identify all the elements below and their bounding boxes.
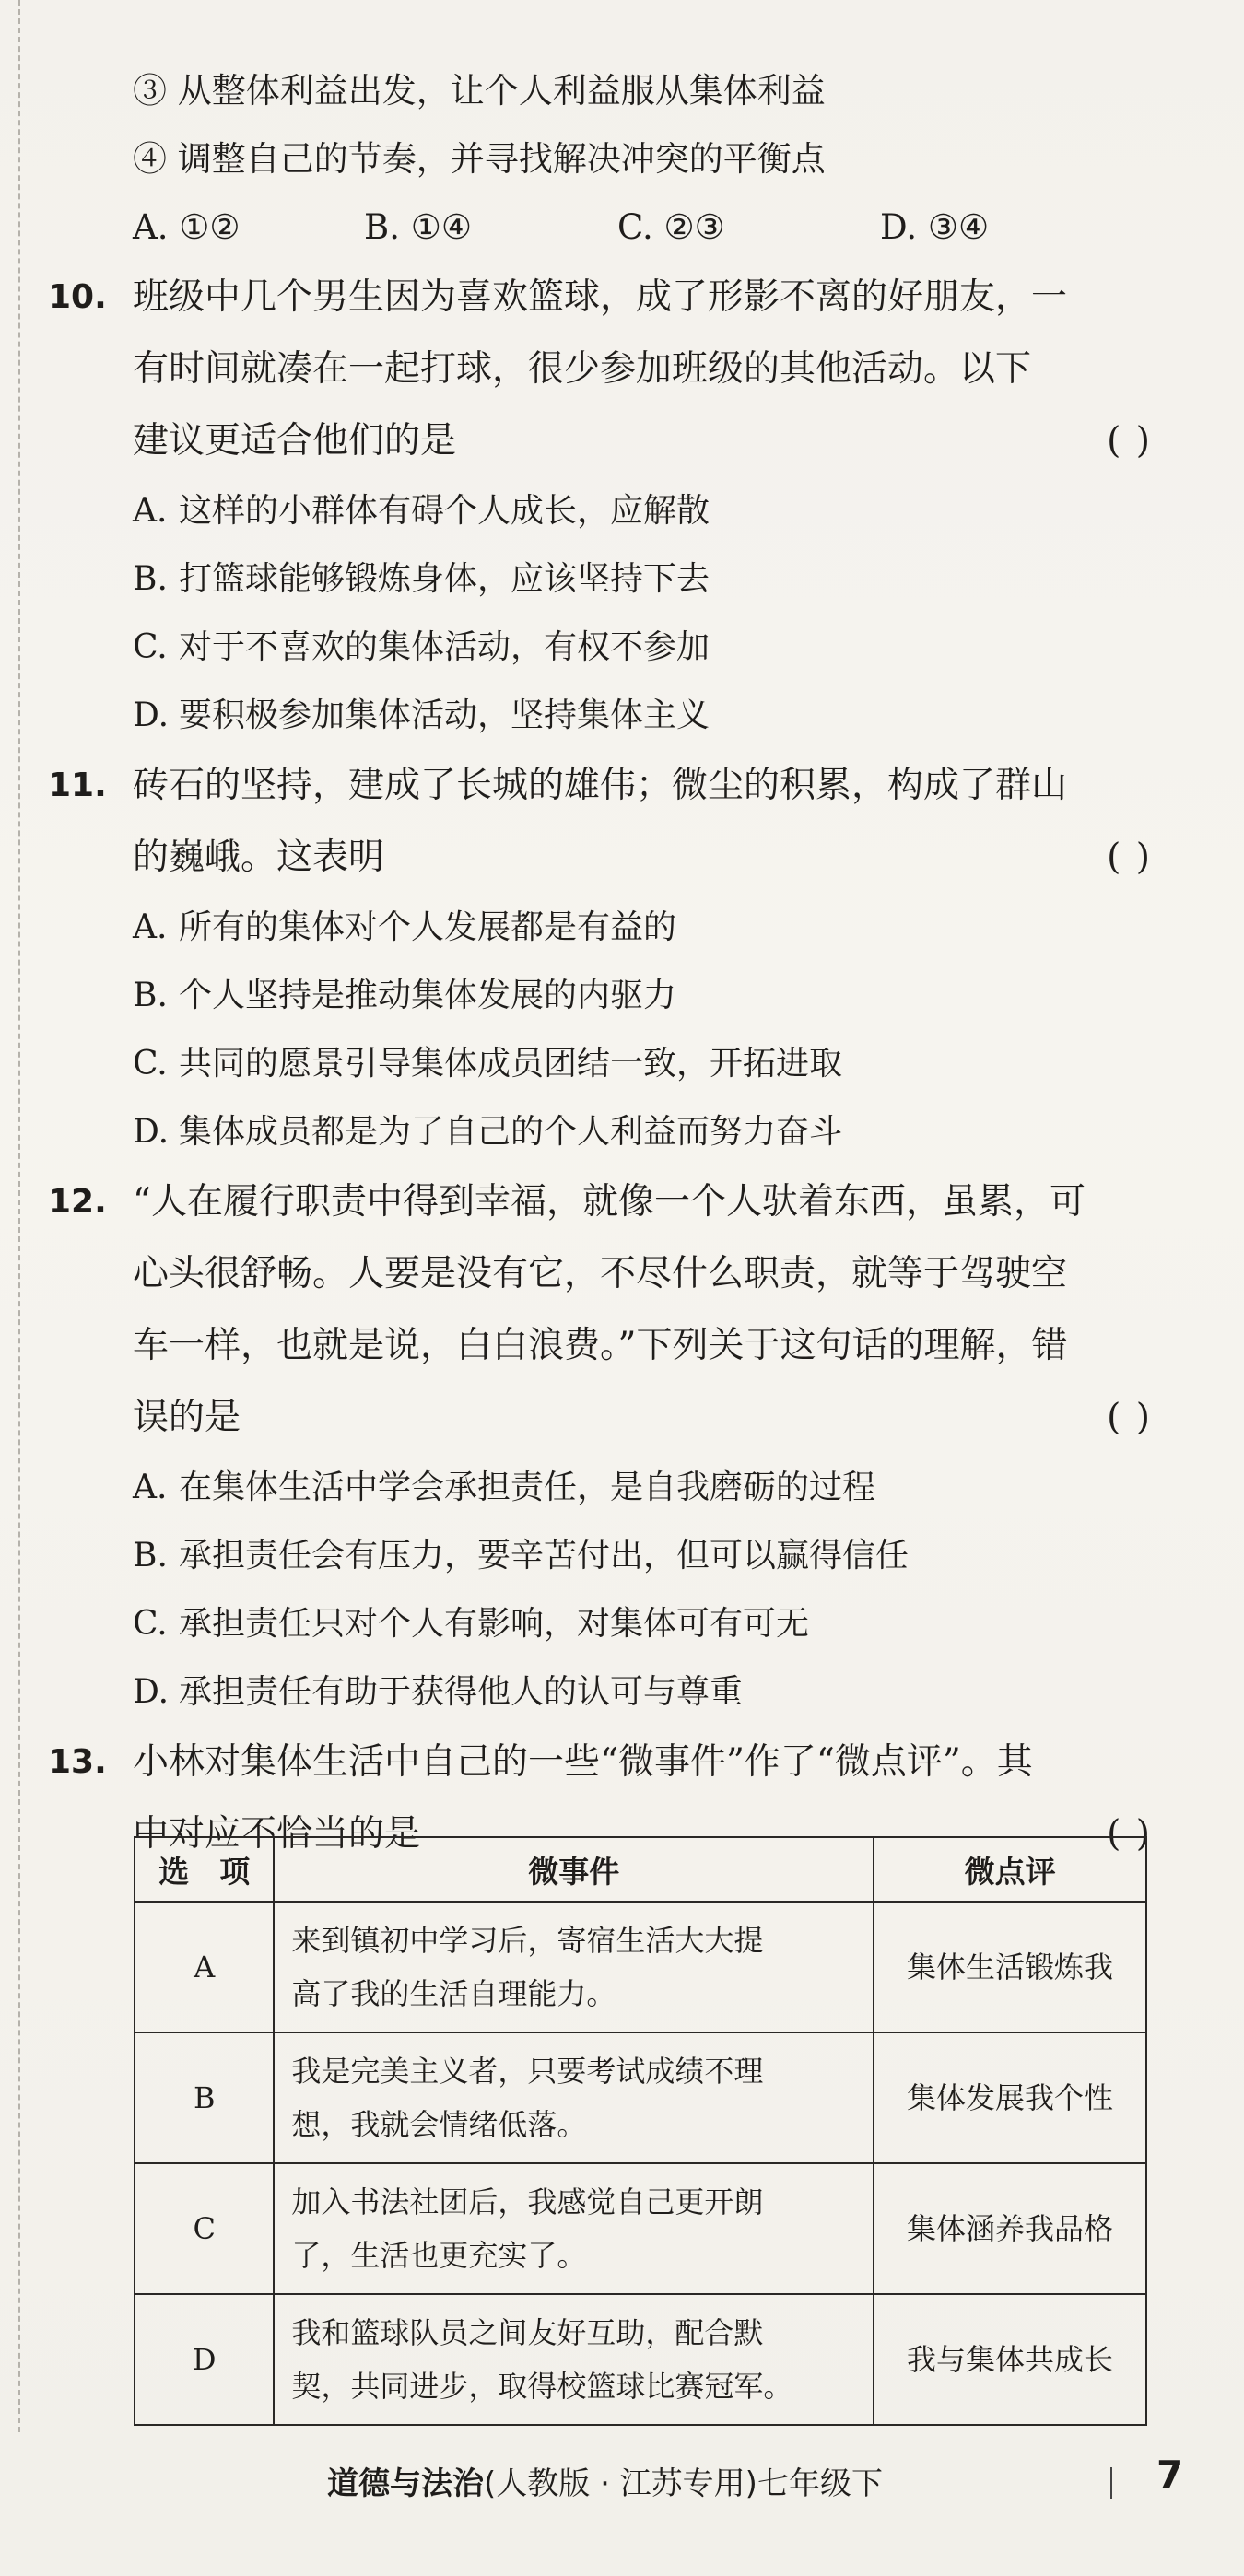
row-event	[274, 1902, 874, 2032]
prev-item-4: ④ 调整自己的节奏，并寻找解决冲突的平衡点	[133, 139, 826, 179]
table-row	[135, 2032, 1146, 2163]
q11-answer-blank[interactable]: ( )	[1107, 837, 1152, 878]
q12-choice-d[interactable]	[92, 1658, 1152, 1727]
prev-choice-d: D. ③④	[880, 207, 990, 247]
q11-number: 11.	[48, 767, 107, 804]
q12-number: 12.	[48, 1183, 107, 1221]
row-option: C	[135, 2163, 274, 2294]
header-option: 选 项	[135, 1837, 274, 1902]
q12-stem-line-3: 车一样，也就是说，白白浪费。”下列关于这句话的理解，错	[133, 1325, 1068, 1366]
choice-letter: C.	[133, 628, 168, 666]
questions-content	[48, 57, 1152, 1870]
table-row	[135, 2163, 1146, 2294]
row-comment: 集体涵养我品格	[874, 2163, 1146, 2294]
q12-line-1	[48, 1166, 1152, 1238]
row-comment: 集体生活锻炼我	[874, 1902, 1146, 2032]
choice-letter: B.	[133, 1537, 168, 1575]
question-12	[48, 1166, 1152, 1727]
question-10	[48, 262, 1152, 750]
page-number: 7	[1156, 2453, 1184, 2498]
row-option: D	[135, 2294, 274, 2425]
choice-text: 集体成员都是为了自己的个人利益而努力奋斗	[179, 1113, 843, 1151]
event-line-1: 加入书法社团后，我感觉自己更开朗	[291, 2184, 764, 2219]
row-comment: 集体发展我个性	[874, 2032, 1146, 2163]
table-row	[135, 1902, 1146, 2032]
q10-line-2	[92, 334, 1152, 405]
event-line-2: 想，我就会情绪低落。	[291, 2107, 587, 2142]
choice-letter: C.	[133, 1605, 168, 1643]
row-option: A	[135, 1902, 274, 2032]
choice-text: 承担责任只对个人有影响，对集体可有可无	[179, 1605, 810, 1643]
prev-choice-a: A. ①②	[133, 207, 241, 247]
q13-line-1	[48, 1727, 1152, 1798]
q12-choice-c[interactable]	[92, 1590, 1152, 1658]
row-event	[274, 2163, 874, 2294]
event-line-2: 契，共同进步，取得校篮球比赛冠军。	[291, 2369, 793, 2404]
footer-book-title	[327, 2458, 883, 2503]
q10-choice-a[interactable]	[92, 477, 1152, 545]
choice-letter: D.	[133, 1113, 170, 1151]
q11-choice-c[interactable]	[92, 1030, 1152, 1098]
q10-choice-c[interactable]	[92, 614, 1152, 682]
q11-choice-b[interactable]	[92, 962, 1152, 1030]
choice-text: 所有的集体对个人发展都是有益的	[179, 908, 677, 946]
choice-letter: D.	[133, 697, 170, 734]
q10-answer-blank[interactable]: ( )	[1107, 420, 1152, 462]
prev-choice-c: C. ②③	[617, 207, 725, 247]
binding-margin-line	[18, 0, 20, 2432]
choice-letter: A.	[133, 1469, 168, 1506]
choice-letter: A.	[133, 492, 168, 530]
header-comment: 微点评	[874, 1837, 1146, 1902]
choice-text: 打篮球能够锻炼身体，应该坚持下去	[179, 560, 710, 598]
choice-text: 在集体生活中学会承担责任，是自我磨砺的过程	[179, 1469, 876, 1506]
choice-text: 共同的愿景引导集体成员团结一致，开拓进取	[179, 1045, 843, 1083]
q12-stem-line-2: 心头很舒畅。人要是没有它，不尽什么职责，就等于驾驶空	[133, 1253, 1068, 1294]
event-line-2: 高了我的生活自理能力。	[291, 1976, 616, 2011]
q11-line-1	[48, 750, 1152, 822]
q10-number: 10.	[48, 278, 107, 316]
table-header-row	[135, 1837, 1146, 1902]
q12-answer-blank[interactable]: ( )	[1107, 1397, 1152, 1438]
q12-line-2	[92, 1238, 1152, 1310]
row-event	[274, 2032, 874, 2163]
event-line-1: 我和篮球队员之间友好互助，配合默	[291, 2315, 764, 2350]
choice-letter: B.	[133, 560, 168, 598]
prev-item-3: ③ 从整体利益出发，让个人利益服从集体利益	[133, 71, 826, 111]
choice-text: 个人坚持是推动集体发展的内驱力	[179, 977, 677, 1014]
table-row	[135, 2294, 1146, 2425]
q13-number: 13.	[48, 1743, 107, 1781]
header-event: 微事件	[274, 1837, 874, 1902]
footer-divider	[1110, 2467, 1112, 2499]
prev-choice-b: B. ①④	[364, 207, 473, 247]
event-line-2: 了，生活也更充实了。	[291, 2238, 587, 2273]
row-event	[274, 2294, 874, 2425]
q10-stem-line-1: 班级中几个男生因为喜欢篮球，成了形影不离的好朋友，一	[133, 276, 1068, 318]
choice-text: 对于不喜欢的集体活动，有权不参加	[179, 628, 710, 666]
q12-line-4	[92, 1382, 1152, 1454]
q10-stem-line-3: 建议更适合他们的是	[133, 420, 457, 462]
row-option: B	[135, 2032, 274, 2163]
prev-choices-row	[92, 193, 1152, 262]
q10-choice-b[interactable]	[92, 545, 1152, 614]
choice-letter: C.	[133, 1045, 168, 1083]
choice-letter: A.	[133, 908, 168, 946]
q12-stem-line-4: 误的是	[133, 1397, 241, 1438]
q12-choice-b[interactable]	[92, 1522, 1152, 1590]
q12-line-3	[92, 1310, 1152, 1382]
choice-letter: B.	[133, 977, 168, 1014]
choice-text: 承担责任会有压力，要辛苦付出，但可以赢得信任	[179, 1537, 910, 1575]
q12-choice-a[interactable]	[92, 1454, 1152, 1522]
choice-text: 承担责任有助于获得他人的认可与尊重	[179, 1673, 744, 1711]
event-line-1: 我是完美主义者，只要考试成绩不理	[291, 2054, 764, 2089]
q10-choice-d[interactable]	[92, 682, 1152, 750]
footer-edition: (人教版 · 江苏专用)七年级下	[484, 2465, 883, 2502]
choice-letter: D.	[133, 1673, 170, 1711]
q11-line-2	[92, 822, 1152, 894]
choice-text: 这样的小群体有碍个人成长，应解散	[179, 492, 710, 530]
q13-stem-line-1: 小林对集体生活中自己的一些“微事件”作了“微点评”。其	[133, 1741, 1033, 1783]
q11-stem-line-2: 的巍峨。这表明	[133, 837, 385, 878]
page-footer	[0, 2451, 1244, 2515]
q12-stem-line-1: “人在履行职责中得到幸福，就像一个人驮着东西，虽累，可	[133, 1181, 1086, 1223]
event-line-1: 来到镇初中学习后，寄宿生活大大提	[291, 1923, 764, 1958]
choice-text: 要积极参加集体活动，坚持集体主义	[179, 697, 710, 734]
q11-choice-d[interactable]	[92, 1098, 1152, 1166]
q13-stem-line-2: 中对应不恰当的是	[133, 1813, 421, 1855]
micro-event-table	[134, 1836, 1147, 2426]
question-11	[48, 750, 1152, 1166]
q10-line-1	[48, 262, 1152, 334]
q11-stem-line-1: 砖石的坚持，建成了长城的雄伟；微尘的积累，构成了群山	[133, 765, 1068, 806]
row-comment: 我与集体共成长	[874, 2294, 1146, 2425]
footer-subject: 道德与法治	[327, 2465, 484, 2502]
q13-answer-blank[interactable]: ( )	[1107, 1813, 1152, 1855]
q10-line-3	[92, 405, 1152, 477]
q11-choice-a[interactable]	[92, 894, 1152, 962]
q10-stem-line-2: 有时间就凑在一起打球，很少参加班级的其他活动。以下	[133, 348, 1032, 390]
